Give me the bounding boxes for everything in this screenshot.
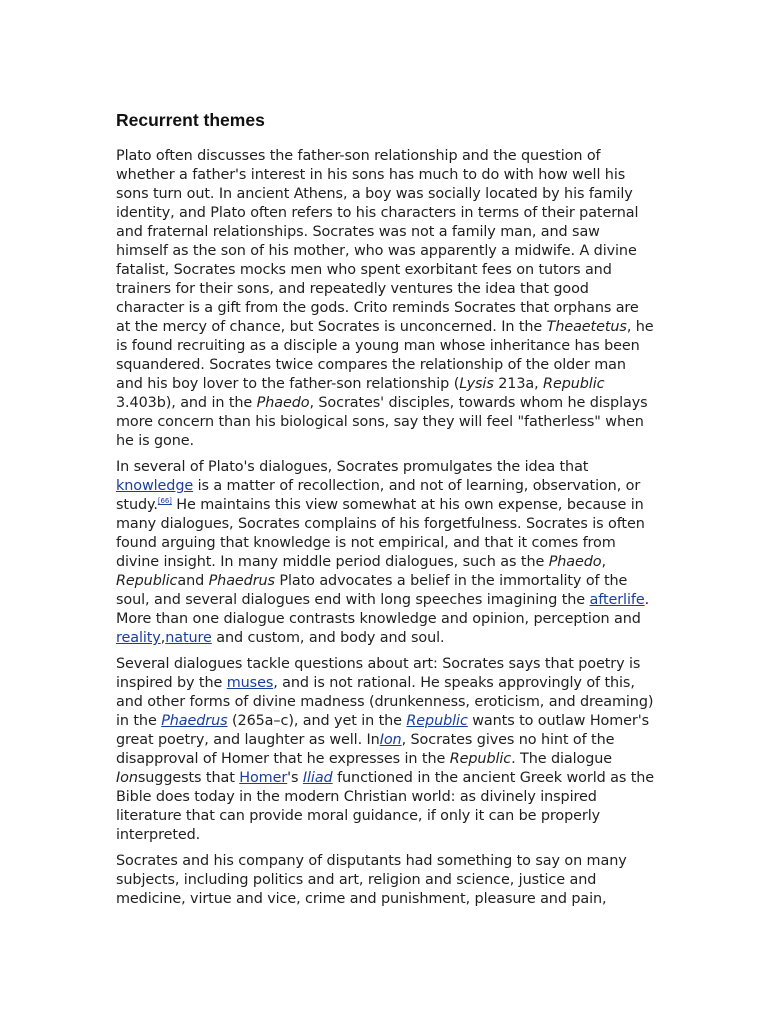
link-knowledge[interactable]: knowledge	[116, 478, 194, 494]
text-run: functioned in the ancient Greek world as the Bible does today in the modern Christian world: as divinely inspired literature that can provide moral guidance, if only it can be properly interpreted.	[116, 770, 655, 843]
italic-title: Phaedo	[548, 554, 602, 570]
text-run: Several dialogues tackle questions about art: Socrates says that poetry is inspired by the	[116, 656, 641, 691]
section-heading: Recurrent themes	[116, 110, 265, 130]
text-run: Plato advocates a belief in the immortality of the soul, and several dialogues end with long speeches imagining the	[116, 573, 628, 608]
link-nature[interactable]: nature	[165, 630, 212, 646]
italic-title: Republic	[116, 573, 178, 589]
text-run: Plato often discusses the father-son relationship and the question of whether a father's interest in his sons has much to do with how well his sons turn out. In ancient Athens, a boy was socially located by his family identity, and Plato often refers to his characters in terms of their paternal and fraternal relationships. Socrates was not a family man, and saw himself as the son of his mother, who was apparently a midwife. A divine fatalist, Socrates mocks men who spent exorbitant fees on tutors and trainers for their sons, and repeatedly ventures the idea that good character is a gift from the gods. Crito reminds Socrates that orphans are at the mercy of chance, but Socrates is unconcerned. In the	[116, 148, 639, 335]
text-run: and custom, and body and soul.	[211, 630, 445, 646]
link-muses[interactable]: muses	[226, 675, 274, 691]
text-run: 's	[287, 770, 303, 786]
link-reality[interactable]: reality	[116, 630, 161, 646]
paragraph-recollection	[116, 458, 656, 648]
text-run: (265a–c), and yet in the	[227, 713, 407, 729]
paragraph-subjects	[116, 852, 656, 909]
link-homer[interactable]: Homer	[239, 770, 288, 786]
text-run: , Socrates gives no hint of the disapproval of Homer that he expresses in the	[116, 732, 615, 767]
link-phaedrus[interactable]: Phaedrus	[161, 713, 228, 729]
italic-title: Republic	[449, 751, 512, 767]
italic-title: Lysis	[459, 376, 494, 392]
italic-title: Theaetetus	[546, 319, 627, 335]
text-run: ,	[601, 554, 606, 570]
citation-link[interactable]: [66]	[157, 497, 172, 506]
italic-title: Phaedrus	[208, 573, 275, 589]
article-section	[116, 108, 656, 916]
text-run: . The dialogue	[511, 751, 613, 767]
text-run: wants to outlaw Homer's great poetry, and laughter as well. In	[116, 713, 649, 748]
italic-title: Republic	[543, 376, 605, 392]
link-republic[interactable]: Republic	[406, 713, 468, 729]
text-run: , Socrates' disciples, towards whom he displays more concern than his biological sons, say they will feel "fatherless" when he is gone.	[116, 395, 648, 449]
link-iliad[interactable]: Iliad	[302, 770, 333, 786]
text-run: He maintains this view somewhat at his own expense, because in many dialogues, Socrates complains of his forgetfulness. Socrates is often found arguing that knowledge is not empirical, and that it comes from divine insight. In many middle period dialogues, such as the	[116, 497, 645, 570]
text-run: , he is found recruiting as a disciple a young man whose inheritance has been squandered. Socrates twice compares the relationship of the older man and his boy lover to the father-son relationship (	[116, 319, 654, 392]
text-run: Socrates and his company of disputants had something to say on many subjects, including politics and art, religion and science, justice and medicine, virtue and vice, crime and punishment, pleasure and pain,	[116, 853, 627, 907]
text-run: . More than one dialogue contrasts knowledge and opinion, perception and	[116, 592, 650, 627]
text-run: 213a,	[493, 376, 544, 392]
text-run: and	[177, 573, 209, 589]
text-run: is a matter of recollection, and not of learning, observation, or study.	[116, 478, 641, 513]
paragraph-art	[116, 655, 656, 845]
italic-title: Phaedo	[256, 395, 310, 411]
text-run: 3.403b), and in the	[116, 395, 257, 411]
text-run: suggests that	[137, 770, 240, 786]
text-run: In several of Plato's dialogues, Socrates promulgates the idea that	[116, 459, 589, 475]
link-afterlife[interactable]: afterlife	[589, 592, 645, 608]
italic-title: Ion	[116, 770, 138, 786]
paragraph-father-son	[116, 147, 656, 451]
text-run: ,	[160, 630, 166, 646]
link-ion[interactable]: Ion	[379, 732, 402, 748]
text-run: , and is not rational. He speaks approvingly of this, and other forms of divine madness (drunkenness, eroticism, and dreaming) in the	[116, 675, 654, 729]
